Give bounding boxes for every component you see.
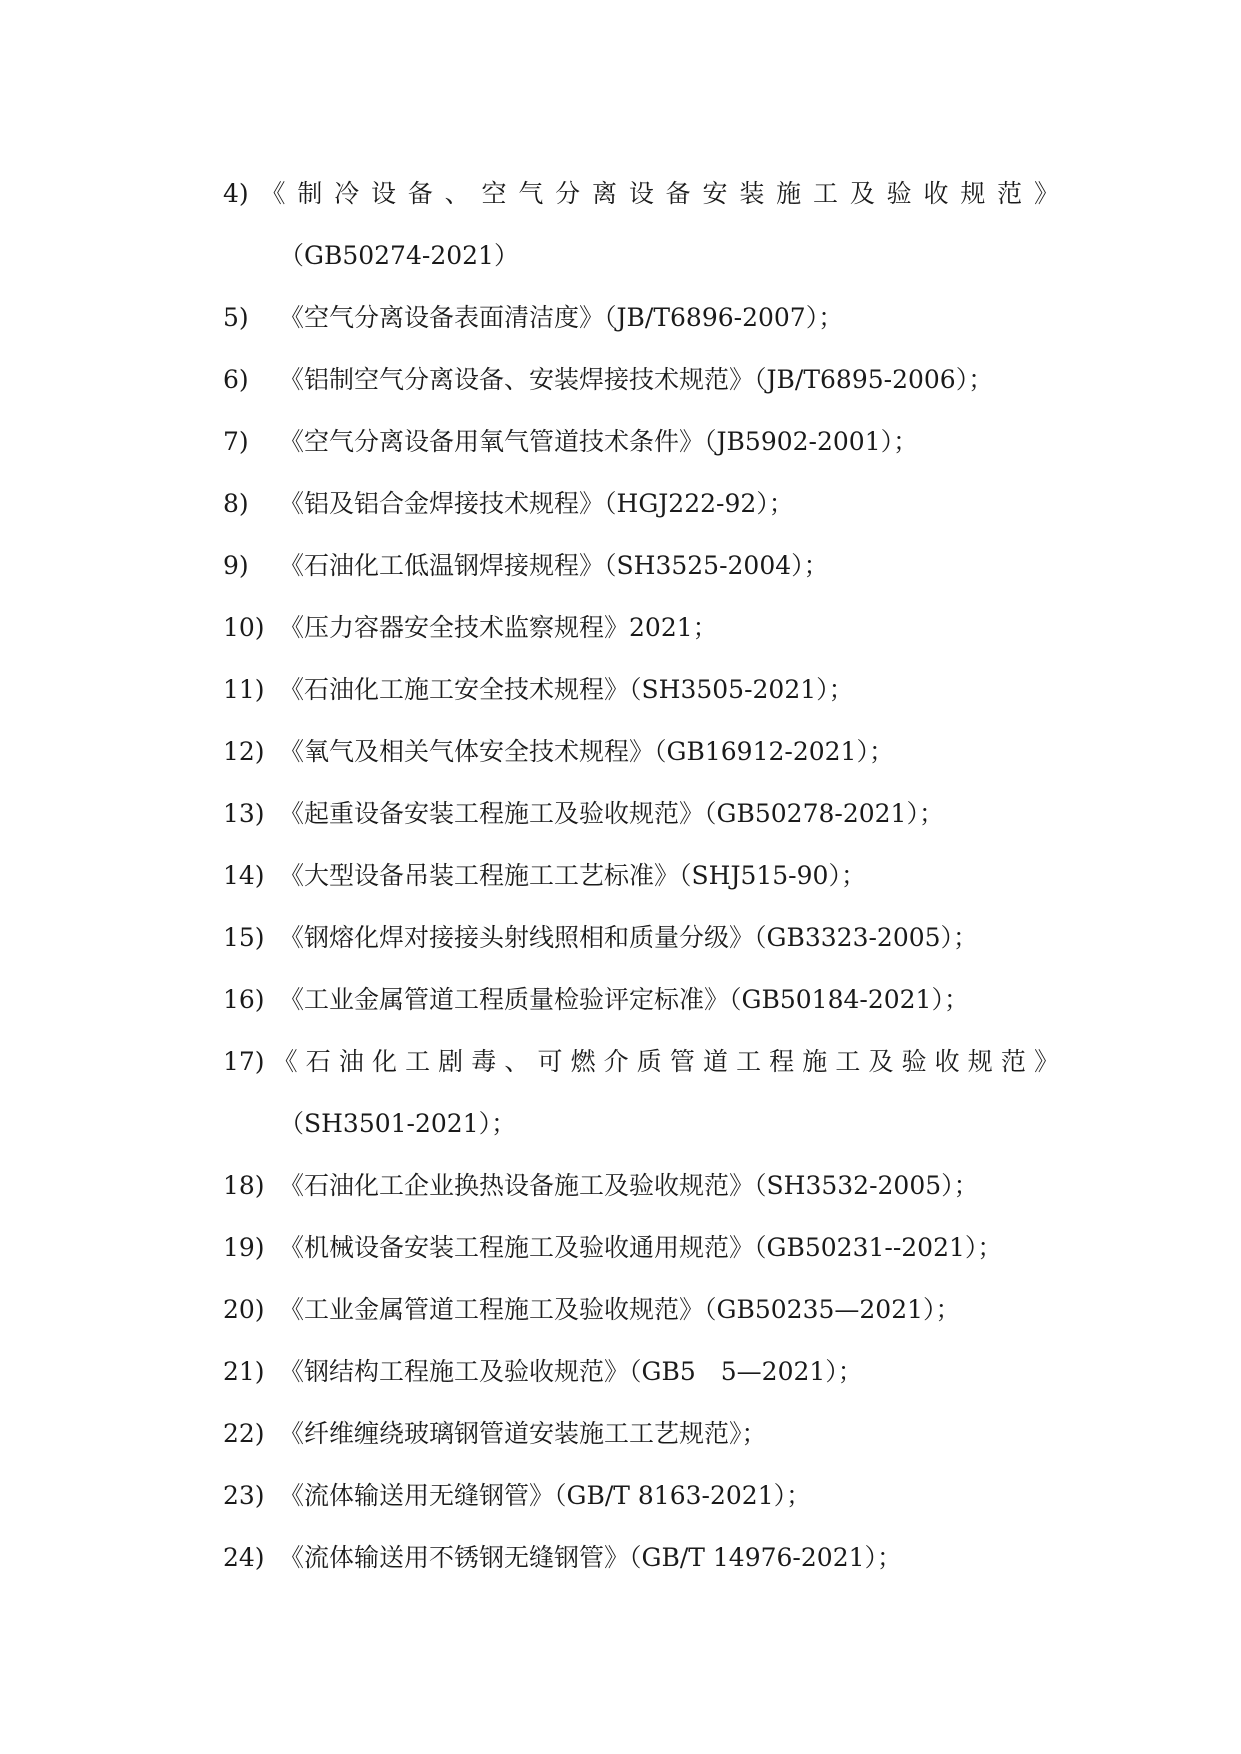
list-item [223, 845, 1059, 907]
standard-title: 《石油化工企业换热设备施工及验收规范》 [279, 1171, 755, 1200]
standard-code: （JB/T6895-2006）； [754, 365, 994, 394]
standard-code: （GB50184-2021）； [729, 985, 969, 1014]
item-number: 10) [223, 613, 265, 642]
item-number: 5) [223, 303, 249, 332]
list-item [223, 1403, 1059, 1465]
standard-code: （GB/T 14976-2021）； [629, 1543, 903, 1572]
standard-title: 《流体输送用不锈钢无缝钢管》 [279, 1543, 630, 1572]
list-item [223, 783, 1059, 845]
item-number: 22) [223, 1419, 265, 1448]
standard-code: （SH3505-2021）； [629, 675, 854, 704]
standard-title: 《空气分离设备表面清洁度》 [279, 303, 605, 332]
item-number: 8) [223, 489, 249, 518]
list-item [223, 287, 1059, 349]
item-number: 12) [223, 737, 265, 766]
standard-code: （SHJ515-90）； [679, 861, 866, 890]
list-item [223, 535, 1059, 597]
item-number: 17) [223, 1047, 265, 1076]
standard-title: 《石油化工剧毒、可燃介质管道工程施工及验收规范》 [264, 1047, 1059, 1076]
standard-title: 《起重设备安装工程施工及验收规范》 [279, 799, 705, 828]
standard-code: （GB50278-2021）； [704, 799, 944, 828]
item-number: 19) [223, 1233, 265, 1262]
list-item [223, 1465, 1059, 1527]
standard-title: 《纤维缠绕玻璃钢管道安装施工工艺规范》 [279, 1419, 742, 1448]
item-number: 20) [223, 1295, 265, 1324]
list-item-continuation [223, 1093, 1059, 1155]
standard-title: 《石油化工施工安全技术规程》 [279, 675, 630, 704]
item-number: 11) [223, 675, 265, 704]
list-item [223, 349, 1059, 411]
list-item [223, 1155, 1059, 1217]
standard-code: （JB/T6896-2007）； [604, 303, 844, 332]
standard-title: 《大型设备吊装工程施工工艺标准》 [279, 861, 680, 890]
standard-title: 《氧气及相关气体安全技术规程》 [279, 737, 655, 766]
item-number: 9) [223, 551, 249, 580]
list-item [223, 1031, 1059, 1093]
list-item [223, 411, 1059, 473]
standard-code: 2021； [629, 613, 718, 642]
list-item [223, 969, 1059, 1031]
standard-code: （GB/T 8163-2021）； [554, 1481, 812, 1510]
standard-title: 《流体输送用无缝钢管》 [279, 1481, 555, 1510]
standard-title: 《工业金属管道工程质量检验评定标准》 [279, 985, 730, 1014]
list-item [223, 163, 1059, 225]
item-number: 6) [223, 365, 249, 394]
standard-title: 《压力容器安全技术监察规程》 [279, 613, 630, 642]
standard-code: （JB5902-2001）； [704, 427, 919, 456]
standard-title: 《空气分离设备用氧气管道技术条件》 [279, 427, 705, 456]
standard-code: （GB16912-2021）； [654, 737, 894, 766]
standard-code: （HGJ222-92）； [604, 489, 794, 518]
item-number: 16) [223, 985, 265, 1014]
standard-code: （SH3525-2004）； [604, 551, 829, 580]
standards-list [223, 163, 1059, 1589]
standard-code: （GB50235—2021）； [704, 1295, 961, 1324]
item-number: 14) [223, 861, 265, 890]
list-item [223, 1217, 1059, 1279]
standard-code: （GB3323-2005）； [754, 923, 979, 952]
standard-title: 《工业金属管道工程施工及验收规范》 [279, 1295, 705, 1324]
standard-code: （GB50274-2021） [279, 241, 519, 270]
item-number: 23) [223, 1481, 265, 1510]
standard-title: 《制冷设备、空气分离设备安装施工及验收规范》 [248, 179, 1059, 208]
item-number: 4) [223, 179, 249, 208]
item-number: 7) [223, 427, 249, 456]
standard-code: （SH3501-2021）； [279, 1109, 517, 1138]
standard-code: （SH3532-2005）； [754, 1171, 979, 1200]
standard-title: 《铝及铝合金焊接技术规程》 [279, 489, 605, 518]
item-number: 13) [223, 799, 265, 828]
item-number: 24) [223, 1543, 265, 1572]
list-item [223, 473, 1059, 535]
list-item [223, 597, 1059, 659]
list-item [223, 1527, 1059, 1589]
item-number: 21) [223, 1357, 265, 1386]
list-item-continuation [223, 225, 1059, 287]
list-item [223, 907, 1059, 969]
item-number: 18) [223, 1171, 265, 1200]
standard-code: （GB50231--2021）； [754, 1233, 1003, 1262]
standard-code: ； [741, 1419, 767, 1448]
standard-title: 《机械设备安装工程施工及验收通用规范》 [279, 1233, 755, 1262]
standard-title: 《钢结构工程施工及验收规范》 [279, 1357, 630, 1386]
list-item [223, 1279, 1059, 1341]
list-item [223, 659, 1059, 721]
standard-code: （GB5 5—2021）； [629, 1357, 863, 1386]
standard-title: 《钢熔化焊对接接头射线照相和质量分级》 [279, 923, 755, 952]
list-item [223, 721, 1059, 783]
item-number: 15) [223, 923, 265, 952]
standard-title: 《石油化工低温钢焊接规程》 [279, 551, 605, 580]
standard-title: 《铝制空气分离设备、安装焊接技术规范》 [279, 365, 755, 394]
list-item [223, 1341, 1059, 1403]
